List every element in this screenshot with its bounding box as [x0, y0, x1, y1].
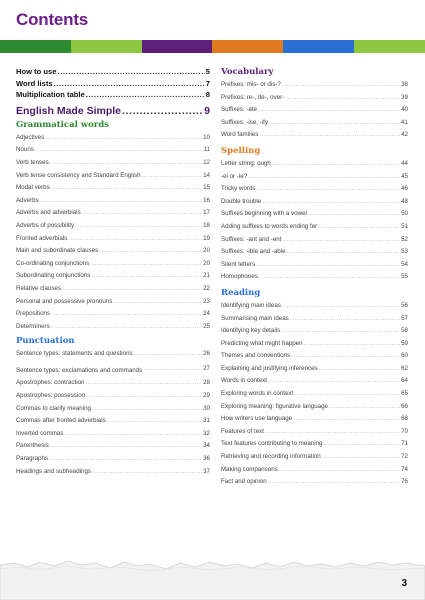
vocabulary-list: [221, 79, 408, 142]
toc-entry[interactable]: Commas after fronted adverbials ..... 31: [16, 415, 210, 428]
color-bar-segment: [354, 40, 425, 53]
toc-entry[interactable]: Prefixes: mis- or dis-? ..... 38: [221, 79, 408, 92]
intro-list: [16, 66, 210, 101]
toc-entry[interactable]: Themes and conventions ..... 60: [221, 350, 408, 363]
toc-entry[interactable]: Paragraphs ..... 36: [16, 453, 210, 466]
toc-entry[interactable]: Parenthesis ..... 34: [16, 440, 210, 453]
toc-entry[interactable]: Sentence types: statements and questions ..... 26: [16, 348, 210, 361]
punctuation-list: [16, 348, 210, 478]
toc-entry[interactable]: Verb tenses ..... 12: [16, 157, 210, 170]
toc-entry[interactable]: Main and subordinate clauses ..... 20: [16, 245, 210, 258]
toc-entry[interactable]: Exploring words in context ..... 65: [221, 388, 408, 401]
toc-entry[interactable]: Double trouble ..... 48: [221, 196, 408, 209]
toc-entry[interactable]: Personal and possessive pronouns ..... 23: [16, 296, 210, 309]
toc-entry[interactable]: Explaining and justifying inferences ..... 62: [221, 363, 408, 376]
toc-entry[interactable]: Word families ..... 42: [221, 129, 408, 142]
toc-feature-entry[interactable]: English Made Simple ..... 9: [16, 104, 210, 118]
color-bar-segment: [283, 40, 354, 53]
contents-right-column: [221, 66, 408, 489]
toc-entry[interactable]: Making comparisons ..... 74: [221, 464, 408, 477]
toc-entry[interactable]: Exploring meaning: figurative language ..... 66: [221, 401, 408, 414]
toc-entry[interactable]: Summarising main ideas ..... 57: [221, 313, 408, 326]
toc-entry[interactable]: Words in context ..... 64: [221, 375, 408, 388]
toc-entry[interactable]: Adverbs ..... 16: [16, 195, 210, 208]
toc-entry[interactable]: Letter string: ough ..... 44: [221, 158, 408, 171]
toc-entry[interactable]: Nouns ..... 11: [16, 144, 210, 157]
toc-entry[interactable]: Commas to clarify meaning ..... 30: [16, 403, 210, 416]
toc-entry[interactable]: Adjectives ..... 10: [16, 132, 210, 145]
toc-entry[interactable]: Determiners ..... 25: [16, 321, 210, 334]
color-bar: [0, 40, 425, 53]
toc-entry[interactable]: Relative clauses ..... 22: [16, 283, 210, 296]
toc-entry[interactable]: How writers use language ..... 68: [221, 413, 408, 426]
section-heading-spelling: Spelling: [221, 145, 261, 156]
toc-entry[interactable]: Modal verbs ..... 15: [16, 182, 210, 195]
toc-entry[interactable]: Features of text ..... 70: [221, 426, 408, 439]
toc-entry[interactable]: Retrieving and recording information ..... 72: [221, 451, 408, 464]
toc-entry[interactable]: Homophones ..... 55: [221, 271, 408, 284]
color-bar-segment: [142, 40, 213, 53]
color-bar-segment: [212, 40, 283, 53]
toc-entry[interactable]: Fact and opinion ..... 76: [221, 476, 408, 489]
toc-entry[interactable]: Adverbs of possibility ..... 18: [16, 220, 210, 233]
toc-entry[interactable]: Text features contributing to meaning ..... 71: [221, 438, 408, 451]
toc-entry[interactable]: -ei or -ie? ..... 45: [221, 171, 408, 184]
toc-entry[interactable]: Tricky words ..... 46: [221, 183, 408, 196]
spelling-list: [221, 158, 408, 284]
toc-entry[interactable]: Suffixes beginning with a vowel ..... 50: [221, 208, 408, 221]
toc-entry[interactable]: Inverted commas ..... 32: [16, 428, 210, 441]
color-bar-segment: [0, 40, 71, 53]
toc-entry[interactable]: Multiplication table ..... 8: [16, 89, 210, 101]
toc-entry[interactable]: Adding suffixes to words ending fer ..... 51: [221, 221, 408, 234]
color-bar-segment: [71, 40, 142, 53]
toc-entry[interactable]: Identifying key details ..... 58: [221, 325, 408, 338]
toc-entry[interactable]: Verb tense consistency and Standard English ..... 14: [16, 170, 210, 183]
toc-entry[interactable]: Identifying main ideas ..... 56: [221, 300, 408, 313]
toc-entry[interactable]: Fronted adverbials ..... 19: [16, 233, 210, 246]
toc-entry[interactable]: Silent letters ..... 54: [221, 259, 408, 272]
section-heading-vocabulary: Vocabulary: [221, 67, 274, 77]
toc-entry[interactable]: Apostrophes: possession ..... 29: [16, 390, 210, 403]
toc-entry[interactable]: Prefixes: re-, de-, over- ..... 39: [221, 92, 408, 105]
toc-entry[interactable]: Predicting what might happen ..... 59: [221, 338, 408, 351]
toc-entry[interactable]: Headings and subheadings ..... 37: [16, 466, 210, 479]
toc-entry[interactable]: Co-ordinating conjunctions ..... 20: [16, 258, 210, 271]
page-title: Contents: [16, 10, 89, 29]
toc-entry[interactable]: Word lists ..... 7: [16, 78, 210, 90]
toc-entry[interactable]: Suffixes: -ise, -ify ..... 41: [221, 117, 408, 130]
reading-list: [221, 300, 408, 489]
toc-entry[interactable]: Sentence types: exclamations and commands ..... 27: [16, 361, 210, 378]
contents-left-column: [16, 66, 210, 478]
toc-entry[interactable]: Prepositions ..... 24: [16, 308, 210, 321]
toc-entry[interactable]: Suffixes: -ible and -able ..... 53: [221, 246, 408, 259]
section-heading-grammatical: Grammatical words: [16, 119, 109, 130]
toc-entry[interactable]: Adverbs and adverbials ..... 17: [16, 207, 210, 220]
section-heading-reading: Reading: [221, 287, 261, 298]
section-heading-punctuation: Punctuation: [16, 336, 75, 347]
grammatical-list: [16, 132, 210, 334]
toc-entry[interactable]: Suffixes: -ant and -ent ..... 52: [221, 234, 408, 247]
page-number: 3: [401, 578, 407, 589]
toc-entry[interactable]: Suffixes: -ate ..... 40: [221, 104, 408, 117]
toc-entry[interactable]: How to use ..... 5: [16, 66, 210, 78]
toc-entry[interactable]: Subordinating conjunctions ..... 21: [16, 270, 210, 283]
toc-entry[interactable]: Apostrophes: contraction ..... 28: [16, 377, 210, 390]
torn-edge-graphic: [0, 555, 425, 600]
